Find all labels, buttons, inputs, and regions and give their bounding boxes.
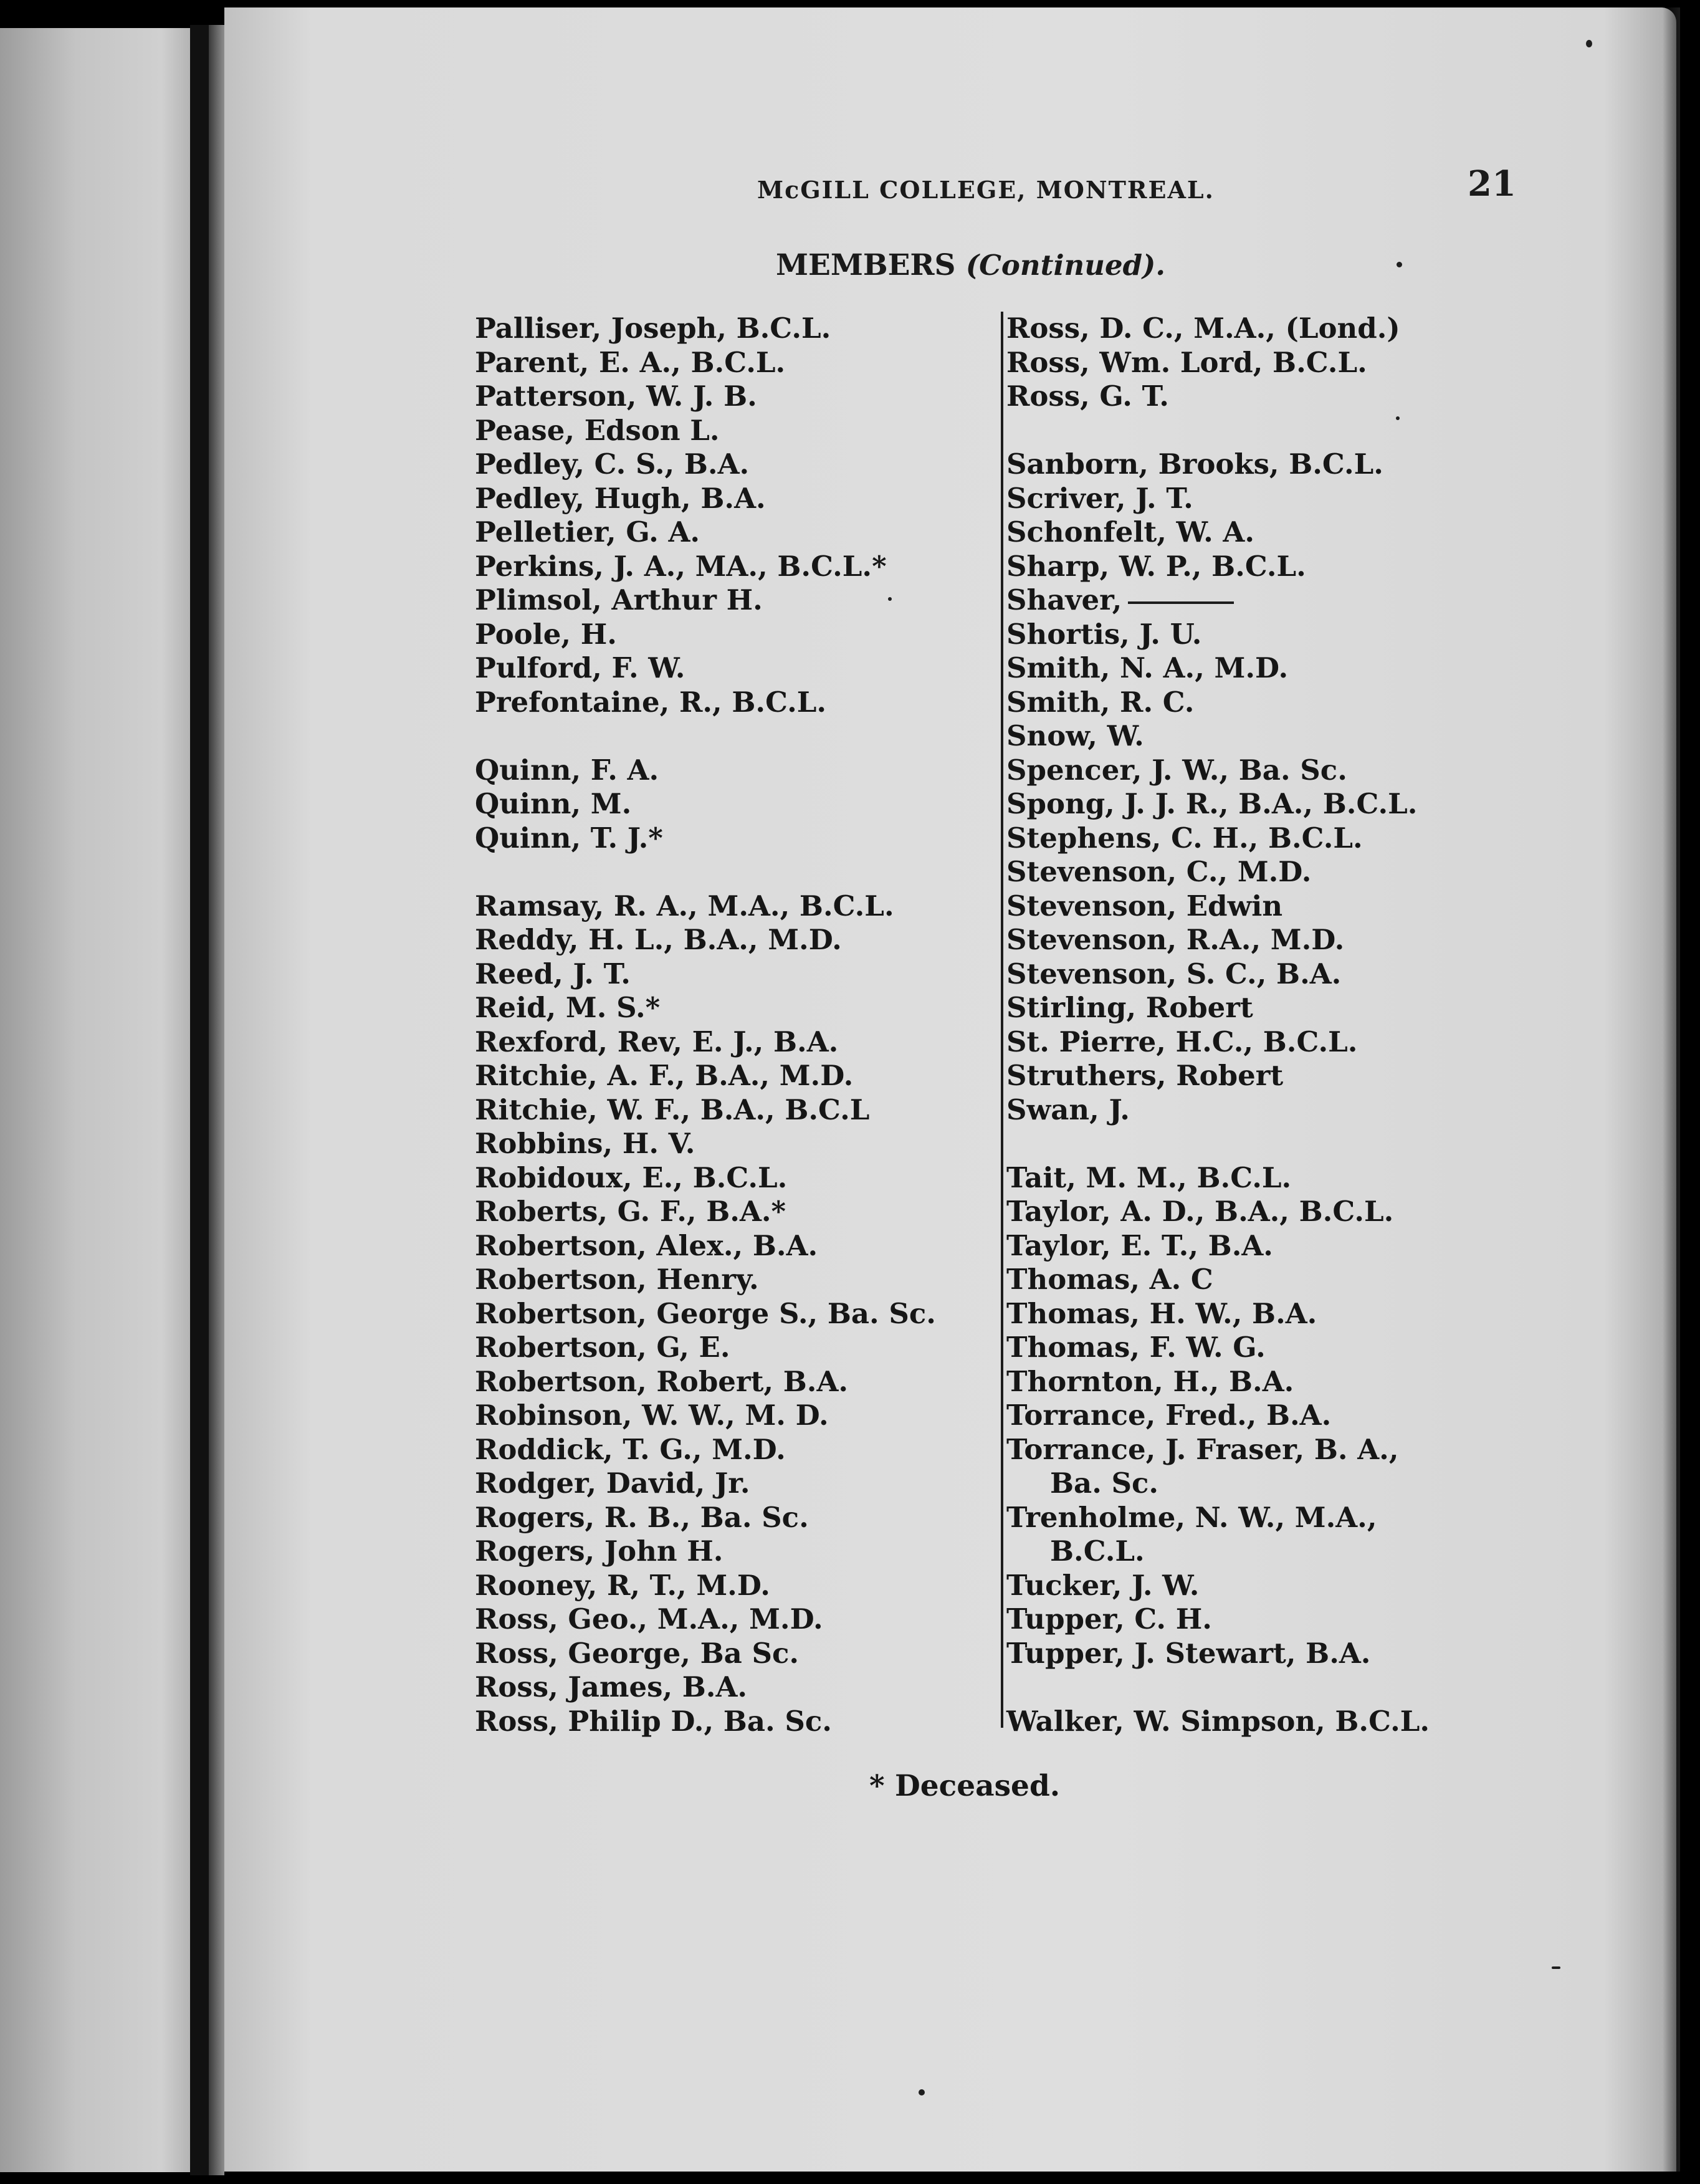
member-entry: Plimsol, Arthur H.	[475, 583, 763, 616]
letter-group-gap	[1006, 1670, 1524, 1705]
running-head: McGILL COLLEGE, MONTREAL.	[757, 176, 1215, 204]
member-entry: Reed, J. T.	[475, 957, 631, 990]
member-entry: Thomas, A. C	[1006, 1263, 1213, 1296]
member-entry: Smith, R. C.	[1006, 685, 1195, 719]
member-entry-continuation: B.C.L.	[1050, 1535, 1145, 1568]
member-entry: Robertson, Alex., B.A.	[475, 1228, 818, 1262]
member-entry: Tucker, J. W.	[1006, 1568, 1200, 1602]
gutter-shadow	[209, 25, 224, 2175]
member-entry: Rogers, John H.	[475, 1535, 723, 1568]
letter-group-gap	[1006, 414, 1524, 448]
member-entry-continuation: Ba. Sc.	[1050, 1467, 1159, 1500]
member-entry: Ross, Philip D., Ba. Sc.	[475, 1704, 832, 1738]
member-entry: Pelletier, G. A.	[475, 515, 700, 548]
member-entry: Ross, G. T.	[1006, 380, 1169, 413]
blank-rule	[1128, 601, 1234, 604]
member-entry: Pease, Edson L.	[475, 413, 720, 447]
member-entry: Ross, Geo., M.A., M.D.	[475, 1602, 823, 1636]
member-entry: Spong, J. J. R., B.A., B.C.L.	[1006, 787, 1418, 820]
member-entry: Tupper, C. H.	[1006, 1602, 1212, 1636]
member-entry: Quinn, F. A.	[475, 753, 659, 787]
member-entry: Ritchie, W. F., B.A., B.C.L	[475, 1093, 870, 1126]
member-entry: Stevenson, Edwin	[1006, 889, 1283, 922]
member-entry: Robidoux, E., B.C.L.	[475, 1161, 788, 1194]
member-entry: Ramsay, R. A., M.A., B.C.L.	[475, 889, 894, 922]
member-entry: Quinn, M.	[475, 787, 632, 820]
member-entry: Reddy, H. L., B.A., M.D.	[475, 923, 842, 956]
member-entry: Thornton, H., B.A.	[1006, 1364, 1294, 1398]
facing-page-edge	[0, 28, 190, 2172]
book-gutter	[190, 25, 209, 2175]
print-speck	[1552, 1966, 1560, 1969]
heading-title: MEMBERS	[776, 248, 956, 282]
member-entry: Stephens, C. H., B.C.L.	[1006, 821, 1363, 855]
member-entry: Tupper, J. Stewart, B.A.	[1006, 1636, 1371, 1670]
deceased-footnote: * Deceased.	[869, 1769, 1061, 1803]
member-entry: Taylor, E. T., B.A.	[1006, 1228, 1273, 1262]
member-entry: Pedley, C. S., B.A.	[475, 448, 750, 481]
member-entry: Robertson, Robert, B.A.	[475, 1364, 849, 1398]
letter-group-gap	[475, 719, 986, 754]
member-entry: Palliser, Joseph, B.C.L.	[475, 312, 831, 345]
member-entry: Rodger, David, Jr.	[475, 1467, 750, 1500]
print-speck	[1586, 40, 1592, 47]
member-entry: Parent, E. A., B.C.L.	[475, 345, 786, 379]
member-entry: Robinson, W. W., M. D.	[475, 1399, 829, 1432]
page-number: 21	[1468, 163, 1516, 204]
member-entry: Walker, W. Simpson, B.C.L.	[1006, 1704, 1430, 1738]
member-entry: Perkins, J. A., MA., B.C.L.*	[475, 549, 887, 583]
member-entry: Schonfelt, W. A.	[1006, 515, 1254, 548]
member-entry: Struthers, Robert	[1006, 1059, 1284, 1092]
member-entry: Poole, H.	[475, 617, 617, 651]
member-entry: Trenholme, N. W., M.A.,	[1006, 1500, 1377, 1534]
member-entry: Reid, M. S.*	[475, 991, 661, 1024]
member-entry: Thomas, F. W. G.	[1006, 1331, 1266, 1364]
member-entry: Scriver, J. T.	[1006, 481, 1193, 515]
member-entry: Robertson, George S., Ba. Sc.	[475, 1296, 936, 1330]
member-entry: Patterson, W. J. B.	[475, 380, 757, 413]
member-entry: Snow, W.	[1006, 719, 1144, 752]
member-entry: Robertson, G, E.	[475, 1331, 730, 1364]
members-right-column	[1006, 312, 1524, 1738]
member-entry: Stevenson, R.A., M.D.	[1006, 923, 1345, 956]
member-entry: Ross, George, Ba Sc.	[475, 1636, 800, 1670]
member-entry: Sharp, W. P., B.C.L.	[1006, 549, 1306, 583]
member-entry: Sanborn, Brooks, B.C.L.	[1006, 448, 1383, 481]
member-entry: Prefontaine, R., B.C.L.	[475, 685, 827, 719]
print-speck	[919, 2089, 925, 2095]
member-entry: Roberts, G. F., B.A.*	[475, 1195, 786, 1228]
letter-group-gap	[1006, 1127, 1524, 1161]
member-entry: Rooney, R, T., M.D.	[475, 1568, 770, 1602]
member-entry: Robertson, Henry.	[475, 1263, 759, 1296]
members-left-column	[475, 312, 986, 1738]
column-divider	[1001, 312, 1003, 1728]
heading-continued: (Continued).	[965, 249, 1166, 282]
member-entry: Shortis, J. U.	[1006, 617, 1202, 651]
member-entry: Rogers, R. B., Ba. Sc.	[475, 1500, 809, 1534]
member-entry: Torrance, J. Fraser, B. A.,	[1006, 1432, 1399, 1466]
member-entry: Swan, J.	[1006, 1093, 1130, 1126]
member-entry: Ross, D. C., M.A., (Lond.)	[1006, 312, 1400, 345]
section-heading	[776, 248, 1165, 282]
member-entry: Torrance, Fred., B.A.	[1006, 1399, 1332, 1432]
member-entry: Ross, Wm. Lord, B.C.L.	[1006, 345, 1367, 379]
member-entry: Thomas, H. W., B.A.	[1006, 1296, 1317, 1330]
print-speck	[1397, 262, 1402, 267]
member-name: Shaver,	[1006, 583, 1122, 616]
print-speck	[888, 597, 892, 601]
member-entry: Ross, James, B.A.	[475, 1670, 748, 1703]
member-entry: Tait, M. M., B.C.L.	[1006, 1161, 1292, 1194]
member-entry: Robbins, H. V.	[475, 1127, 695, 1160]
member-entry: St. Pierre, H.C., B.C.L.	[1006, 1025, 1358, 1058]
member-entry: Ritchie, A. F., B.A., M.D.	[475, 1059, 854, 1092]
page-edge-shadow	[1663, 7, 1680, 2172]
member-entry: Pulford, F. W.	[475, 651, 685, 684]
member-entry: Stevenson, S. C., B.A.	[1006, 957, 1342, 990]
member-entry: Pedley, Hugh, B.A.	[475, 481, 766, 515]
member-entry: Taylor, A. D., B.A., B.C.L.	[1006, 1195, 1394, 1228]
member-entry: Roddick, T. G., M.D.	[475, 1432, 786, 1466]
letter-group-gap	[475, 855, 986, 889]
member-entry: Stevenson, C., M.D.	[1006, 855, 1312, 888]
member-entry: Rexford, Rev, E. J., B.A.	[475, 1025, 839, 1058]
member-entry-with-blank	[1006, 583, 1524, 618]
member-entry: Quinn, T. J.*	[475, 821, 663, 855]
member-entry: Smith, N. A., M.D.	[1006, 651, 1289, 684]
member-entry: Stirling, Robert	[1006, 991, 1253, 1024]
member-entry: Spencer, J. W., Ba. Sc.	[1006, 753, 1347, 787]
print-speck	[1396, 416, 1400, 420]
